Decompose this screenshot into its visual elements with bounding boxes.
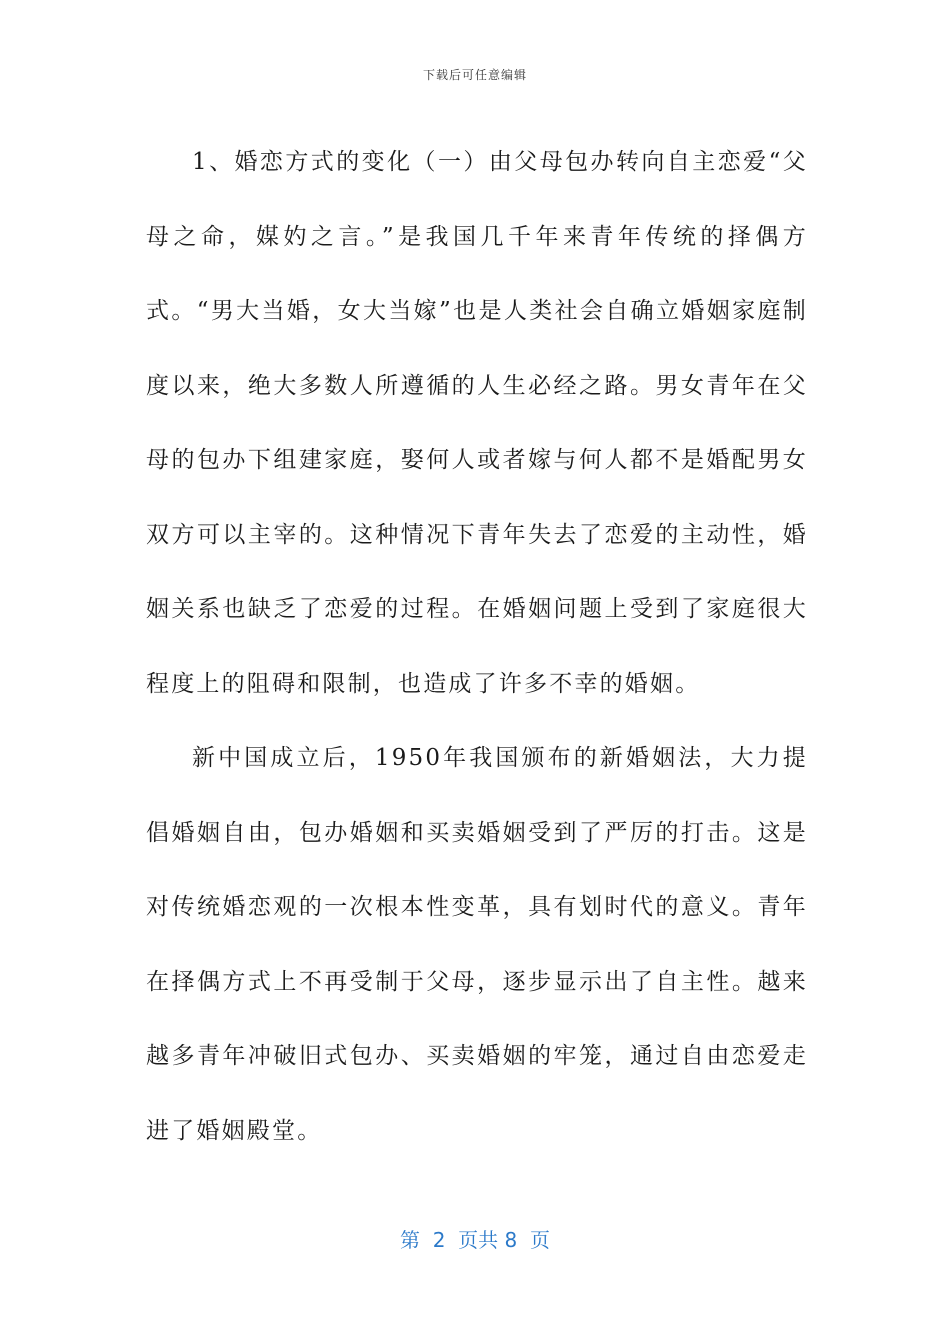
paragraph-new-china: 新中国成立后，1950年我国颁布的新婚姻法，大力提倡婚姻自由，包办婚姻和买卖婚姻受到了严厉的打击。这是对传统婚恋观的一次根本性变革，具有划时代的意义。青年在择偶方式上不再受制于父母，逐步显示出了自主性。越来越多青年冲破旧式包办、买卖婚姻的牢笼，通过自由恋爱走进了婚姻殿堂。: [146, 745, 808, 1144]
header-note: 下载后可任意编辑: [422, 68, 527, 82]
page-number-footer: 第 2 页共 8 页: [400, 1228, 550, 1252]
document-body: [146, 125, 808, 1168]
paragraph-marriage-change: 1、婚恋方式的变化（一）由父母包办转向自主恋爱“父母之命，媒妁之言。”是我国几千年来青年传统的择偶方式。“男大当婚，女大当嫁”也是人类社会自确立婚姻家庭制度以来，绝大多数人所遵循的人生必经之路。男女青年在父母的包办下组建家庭，娶何人或者嫁与何人都不是婚配男女双方可以主宰的。这种情况下青年失去了恋爱的主动性，婚姻关系也缺乏了恋爱的过程。在婚姻问题上受到了家庭很大程度上的阻碍和限制，也造成了许多不幸的婚姻。: [146, 149, 808, 697]
